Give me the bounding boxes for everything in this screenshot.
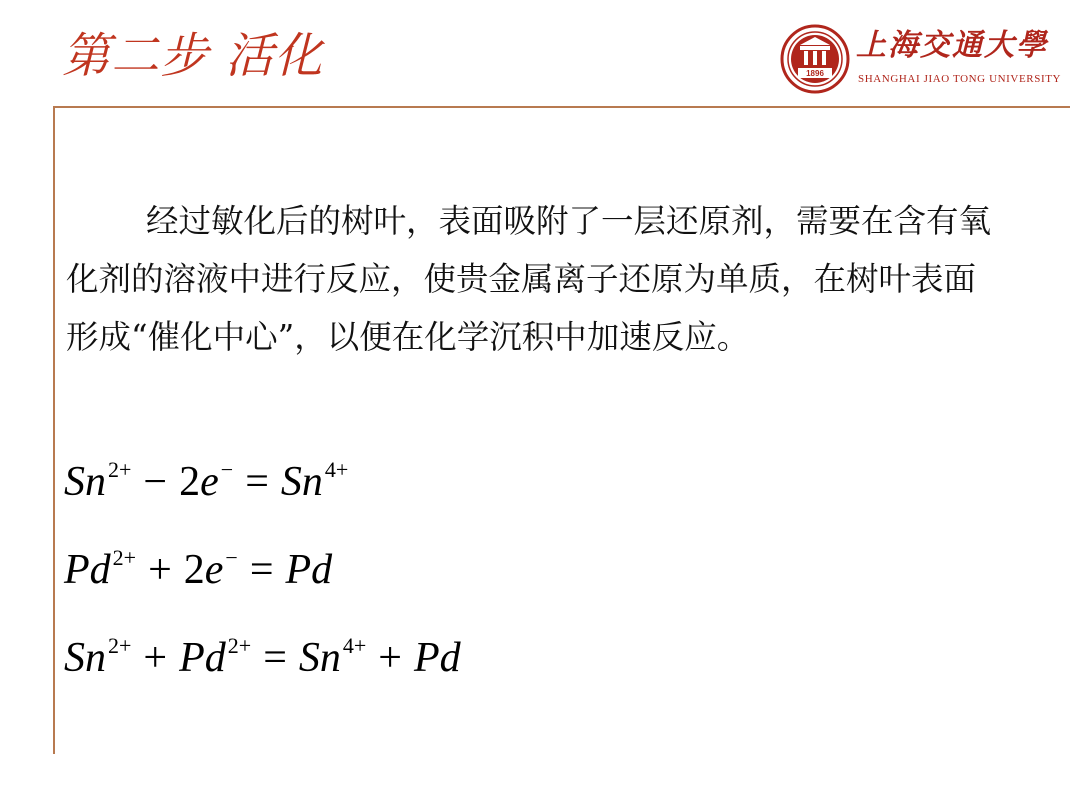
eq1-reactant-charge: 2+ [108, 457, 132, 482]
eq2-product: Pd [285, 547, 333, 593]
eq1-reactant: Sn [64, 459, 106, 505]
eq2-equals: = [249, 547, 274, 593]
equation-list [64, 448, 461, 712]
equation-tin-oxidation [64, 448, 461, 516]
body-paragraph: 经过敏化后的树叶，表面吸附了一层还原剂，需要在含有氧化剂的溶液中进行反应，使贵金属离子还原为单质，在树叶表面形成“催化中心”，以便在化学沉积中加速反应。 [66, 202, 992, 356]
logo-name-chinese: 上海交通大學 [856, 28, 1048, 63]
eq3-reactant-b-charge: 2+ [227, 633, 252, 658]
eq1-coefficient: 2 [179, 459, 201, 505]
eq1-electron-charge: − [220, 457, 234, 482]
left-border-line [53, 106, 55, 754]
eq1-product: Sn [280, 459, 323, 505]
eq2-reactant-charge: 2+ [112, 545, 137, 570]
eq1-operator: − [143, 459, 168, 505]
seal-year: 1896 [806, 69, 824, 78]
eq2-electron: e [204, 547, 224, 593]
eq3-reactant-b: Pd [179, 635, 226, 681]
eq2-coefficient: 2 [183, 547, 205, 593]
eq3-plus-2: + [378, 635, 402, 681]
slide-title: 第二步 活化 [62, 28, 324, 84]
eq3-plus-1: + [143, 635, 168, 681]
eq3-product-d: Pd [413, 635, 461, 681]
equation-overall-redox [64, 624, 461, 692]
eq2-electron-charge: − [225, 545, 238, 570]
equation-palladium-reduction [64, 536, 461, 604]
university-seal-icon [780, 24, 850, 94]
eq3-product-c-charge: 4+ [342, 633, 367, 658]
header-divider [54, 106, 1070, 108]
eq1-electron: e [200, 459, 219, 505]
eq1-equals: = [245, 459, 269, 505]
eq3-reactant-a: Sn [64, 635, 106, 681]
eq1-product-charge: 4+ [324, 457, 349, 482]
eq3-product-c: Sn [298, 635, 341, 681]
eq2-operator: + [148, 547, 172, 593]
eq2-reactant: Pd [64, 547, 111, 593]
eq3-reactant-a-charge: 2+ [108, 633, 132, 658]
university-logo [780, 24, 1062, 94]
logo-name-english: SHANGHAI JIAO TONG UNIVERSITY [858, 73, 1062, 85]
eq3-equals: = [263, 635, 287, 681]
